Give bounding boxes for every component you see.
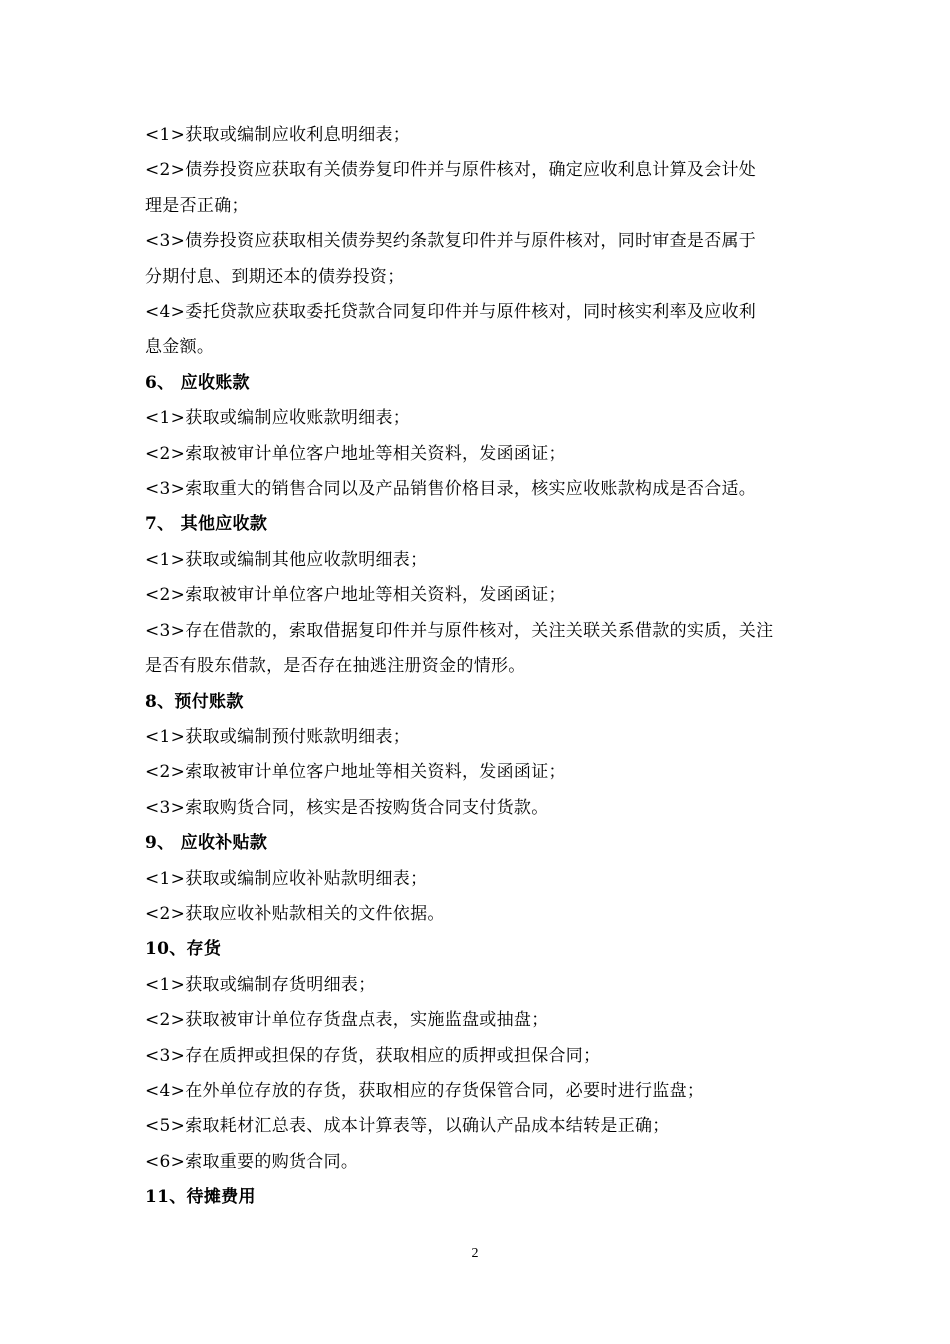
paragraph-line: 息金额。 <box>145 337 215 358</box>
paragraph-line: <1>获取或编制预付账款明细表； <box>145 726 411 747</box>
paragraph-line: <1>获取或编制应收补贴款明细表； <box>145 868 428 889</box>
section-heading: 9、 应收补贴款 <box>145 833 268 854</box>
paragraph-line: <4>委托贷款应获取委托贷款合同复印件并与原件核对，同时核实利率及应收利 <box>145 302 757 323</box>
paragraph-line: <2>获取应收补贴款相关的文件依据。 <box>145 903 445 924</box>
paragraph-line: <1>获取或编制应收利息明细表； <box>145 125 411 145</box>
section-heading: 6、 应收账款 <box>145 372 250 393</box>
paragraph-line: <3>存在借款的，索取借据复印件并与原件核对，关注关联关系借款的实质，关注 <box>145 620 774 641</box>
paragraph-line: <1>获取或编制其他应收款明细表； <box>145 549 428 570</box>
paragraph-line: <2>债券投资应获取有关债券复印件并与原件核对，确定应收利息计算及会计处 <box>145 160 757 181</box>
section-heading: 7、 其他应收款 <box>145 514 268 535</box>
paragraph-line: <1>获取或编制应收账款明细表； <box>145 408 411 429</box>
paragraph-line: <3>存在质押或担保的存货，获取相应的质押或担保合同； <box>145 1045 601 1066</box>
paragraph-line: <2>索取被审计单位客户地址等相关资料，发函函证； <box>145 585 566 606</box>
paragraph-line: 理是否正确； <box>145 195 249 216</box>
section-heading: 11、待摊费用 <box>145 1187 256 1208</box>
paragraph-line: <3>索取购货合同，核实是否按购货合同支付货款。 <box>145 797 549 818</box>
paragraph-line: <3>债券投资应获取相关债券契约条款复印件并与原件核对，同时审查是否属于 <box>145 231 757 252</box>
section-heading: 8、预付账款 <box>145 691 244 712</box>
section-heading: 10、存货 <box>145 939 222 960</box>
paragraph-line: 分期付息、到期还本的债券投资； <box>145 266 405 287</box>
paragraph-line: <2>索取被审计单位客户地址等相关资料，发函函证； <box>145 762 566 783</box>
paragraph-line: <2>获取被审计单位存货盘点表，实施监盘或抽盘； <box>145 1010 549 1031</box>
paragraph-line: <2>索取被审计单位客户地址等相关资料，发函函证； <box>145 443 566 464</box>
paragraph-line: <3>索取重大的销售合同以及产品销售价格目录，核实应收账款构成是否合适。 <box>145 479 757 500</box>
paragraph-line: <5>索取耗材汇总表、成本计算表等，以确认产品成本结转是正确； <box>145 1116 670 1137</box>
document-body <box>145 118 810 1216</box>
paragraph-line: <6>索取重要的购货合同。 <box>145 1151 359 1172</box>
paragraph-line: <4>在外单位存放的存货，获取相应的存货保管合同，必要时进行监盘； <box>145 1080 705 1101</box>
page-number: 2 <box>471 1246 479 1261</box>
paragraph-line: <1>获取或编制存货明细表； <box>145 974 376 995</box>
paragraph-line: 是否有股东借款，是否存在抽逃注册资金的情形。 <box>145 656 526 677</box>
